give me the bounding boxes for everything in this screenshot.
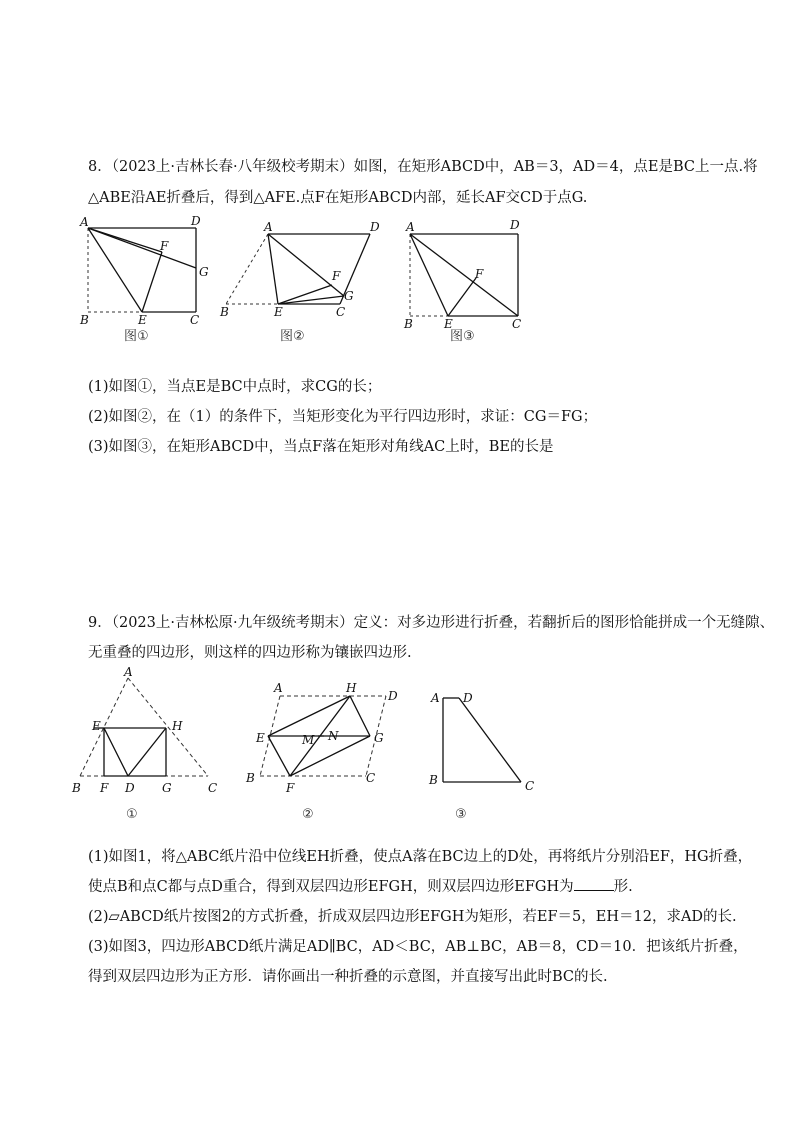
q9-figure-2 xyxy=(240,678,410,830)
q9-f2-label-g: G xyxy=(374,731,384,745)
q8-f2-label-c: C xyxy=(336,305,346,319)
q9-part-3-line2: 得到双层四边形为正方形．请你画出一种折叠的示意图，并直接写出此时BC的长. xyxy=(88,969,608,985)
q8-f1-label-a: A xyxy=(80,215,89,229)
q9-f3-label-b: B xyxy=(429,773,438,787)
q8-f2-label-d: D xyxy=(370,220,380,234)
q9-part-1-suffix: 形. xyxy=(613,879,633,895)
q9-f1-label-g: G xyxy=(162,781,172,795)
q9-f3-label-a: A xyxy=(431,691,440,705)
q8-f3-label-f: F xyxy=(475,267,484,281)
q9-f2-label-b: B xyxy=(246,771,255,785)
q9-f2-label-m: M xyxy=(302,733,315,747)
q8-f3-label-c: C xyxy=(512,317,522,331)
q9-stem-line2: 无重叠的四边形，则这样的四边形称为镶嵌四边形. xyxy=(88,645,412,661)
q9-f1-label-e: E xyxy=(92,719,101,733)
q9-f3-label-d: D xyxy=(463,691,473,705)
q8-f2-label-g: G xyxy=(344,289,354,303)
q8-figure-2 xyxy=(220,212,390,351)
q9-f3-caption: ③ xyxy=(455,807,467,822)
q9-stem-line1: 9．（2023上·吉林松原·九年级统考期末）定义：对多边形进行折叠，若翻折后的图形恰能拼成一个无缝隙、 xyxy=(88,615,775,631)
q9-f2-label-n: N xyxy=(328,729,339,743)
answer-blank xyxy=(574,878,614,891)
q9-f2-label-a: A xyxy=(274,681,283,695)
q9-part-1-line1: (1)如图1，将△ABC纸片沿中位线EH折叠，使点A落在BC边上的D处，再将纸片分别沿EF，HG折叠， xyxy=(88,849,753,865)
q8-stem-line1: 8．（2023上·吉林长春·八年级校考期末）如图，在矩形ABCD中，AB＝3，AD＝4，点E是BC上一点.将 xyxy=(88,159,758,175)
q9-f1-label-b: B xyxy=(72,781,81,795)
q9-f1-label-a: A xyxy=(124,665,133,679)
q9-part-3-line1: (3)如图3，四边形ABCD纸片满足AD∥BC，AD＜BC，AB⊥BC，AB＝8，CD＝10．把该纸片折叠， xyxy=(88,939,748,955)
q9-part-2: (2)▱ABCD纸片按图2的方式折叠，折成双层四边形EFGH为矩形，若EF＝5，EH＝12，求AD的长. xyxy=(88,909,737,925)
q8-f3-label-a: A xyxy=(406,220,415,234)
q8-f3-label-e: E xyxy=(444,317,453,331)
q9-part-1-text: 使点B和点C都与点D重合，得到双层四边形EFGH，则双层四边形EFGH为 xyxy=(88,879,574,895)
q9-f1-label-f: F xyxy=(100,781,109,795)
q9-f3-label-c: C xyxy=(525,779,535,793)
q9-f2-label-h: H xyxy=(346,681,357,695)
q8-f2-label-a: A xyxy=(264,220,273,234)
q9-f2-label-f: F xyxy=(286,781,295,795)
q8-f3-label-b: B xyxy=(404,317,413,331)
q8-part-1: (1)如图①，当点E是BC中点时，求CG的长； xyxy=(88,379,382,395)
q8-figure-1 xyxy=(80,212,210,351)
q8-f3-caption: 图③ xyxy=(450,329,475,344)
q9-f1-label-h: H xyxy=(172,719,183,733)
q8-f1-label-d: D xyxy=(191,214,201,228)
q8-part-3: (3)如图③，在矩形ABCD中，当点F落在矩形对角线AC上时，BE的长是 xyxy=(88,439,554,455)
q8-f2-label-f: F xyxy=(332,269,341,283)
q9-figure-3 xyxy=(425,680,555,830)
q9-f2-caption: ② xyxy=(302,807,314,822)
q9-f2-label-d: D xyxy=(388,689,398,703)
q8-part-2: (2)如图②，在（1）的条件下，当矩形变化为平行四边形时，求证：CG＝FG； xyxy=(88,409,598,425)
q8-f1-label-b: B xyxy=(80,313,89,327)
q9-f1-caption: ① xyxy=(126,807,138,822)
q8-f1-label-e: E xyxy=(138,313,147,327)
q9-f1-label-c: C xyxy=(208,781,218,795)
q8-figure-3 xyxy=(400,212,540,351)
q9-part-1-line2 xyxy=(88,875,633,896)
q8-f2-label-e: E xyxy=(274,305,283,319)
q9-f1-label-d: D xyxy=(125,781,135,795)
q9-f2-label-c: C xyxy=(366,771,376,785)
q8-f1-label-c: C xyxy=(190,313,200,327)
q8-f2-caption: 图② xyxy=(280,329,305,344)
q8-f1-caption: 图① xyxy=(124,329,149,344)
q8-f1-label-g: G xyxy=(199,265,209,279)
q8-stem-line2: △ABE沿AE折叠后，得到△AFE.点F在矩形ABCD内部，延长AF交CD于点G. xyxy=(88,190,588,206)
q8-f3-label-d: D xyxy=(510,218,520,232)
q9-figure-1 xyxy=(70,666,230,830)
q9-f2-label-e: E xyxy=(256,731,265,745)
q8-f2-label-b: B xyxy=(220,305,229,319)
q8-f1-label-f: F xyxy=(160,239,169,253)
